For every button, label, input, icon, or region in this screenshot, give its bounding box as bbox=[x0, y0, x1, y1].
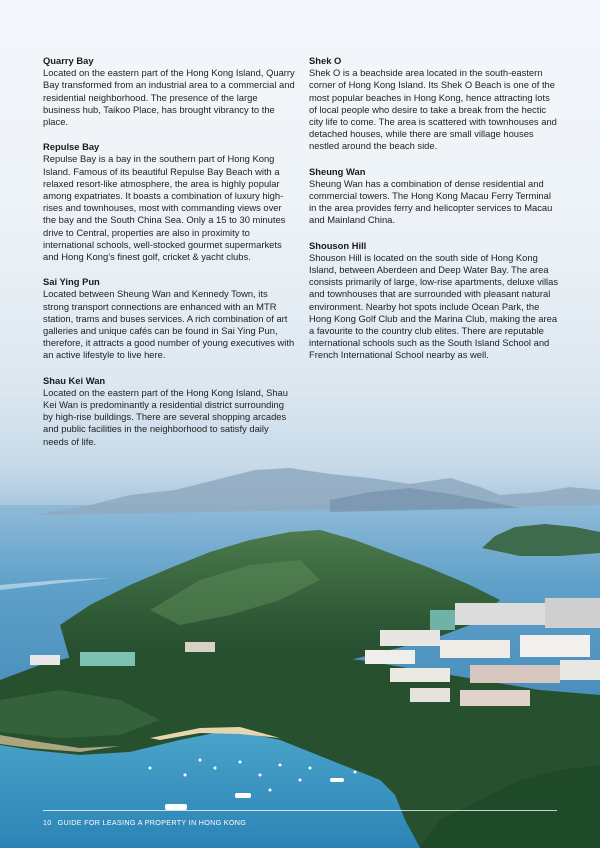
district-quarry-bay bbox=[43, 55, 295, 128]
district-description: Shek O is a beachside area located in the south-eastern corner of Hong Kong Island. Its Shek O Beach is one of the most popular beaches in Hong Kong, hence attracting lots of local people who desire to take a break from the hectic city life to come. The area is scattered with townhouses and detached houses, while there are small village houses nestled around the beach side. bbox=[309, 67, 557, 152]
district-title: Shek O bbox=[309, 55, 342, 66]
district-description: Located on the eastern part of the Hong Kong Island, Quarry Bay transformed from an industrial area to a commercial and residential neighborhood. The presence of the large business hub, Taikoo Place, has brought vibrancy to the place. bbox=[43, 67, 295, 128]
document-title: GUIDE FOR LEASING A PROPERTY IN HONG KONG bbox=[57, 818, 247, 827]
district-title: Sheung Wan bbox=[309, 165, 366, 177]
district-sai-ying-pun bbox=[43, 276, 295, 361]
district-description: Shouson Hill is located on the south side of Hong Kong Island, between Aberdeen and Deep Water Bay. The area consists primarily of large, low-rise apartments, deluxe villas and townhouses that are surrounded with pleasant natural environment. Nearby hot spots include Ocean Park, the Hong Kong Golf Club and the Marina Club, making the area a favourite to the country club elites. There are reputable international schools such as the South Island School and French International School nearby as well. bbox=[309, 251, 559, 361]
page-footer bbox=[43, 818, 246, 827]
district-title: Shouson Hill bbox=[309, 239, 367, 251]
district-sheung-wan bbox=[309, 166, 559, 227]
district-title: Quarry Bay bbox=[43, 55, 94, 66]
district-description: Repulse Bay is a bay in the southern part of Hong Kong Island. Famous of its beautiful Repulse Bay Beach with a relaxed resort-like atmosphere, the area is highly popular among expatriates. It boasts a combination of luxury high-rises and townhouses, most with commanding views over the bay and the South China Sea. Only a 15 to 30 minutes drive to Central, properties are also in proximity to international schools, well-stocked gourmet supermarkets and Hong Kong’s finest golf, cricket & yacht clubs. bbox=[43, 153, 286, 263]
district-shek-o bbox=[309, 55, 559, 153]
district-title: Repulse Bay bbox=[43, 141, 100, 153]
district-title: Sai Ying Pun bbox=[43, 276, 100, 288]
footer-divider bbox=[43, 810, 557, 811]
left-column bbox=[43, 55, 295, 461]
district-title: Shau Kei Wan bbox=[43, 374, 106, 386]
district-description: Located on the eastern part of the Hong Kong Island, Shau Kei Wan is predominantly a residential district surrounding by high-rise buildings. There are several shopping arcades and public facilities in the neighborhood to satisfy daily needs of life. bbox=[43, 386, 288, 447]
district-description: Sheung Wan has a combination of dense residential and commercial towers. The Hong Kong Macau Ferry Terminal in the area provides ferry and helicopter services to Macau and Mainland China. bbox=[309, 177, 553, 226]
district-repulse-bay bbox=[43, 141, 295, 263]
district-description: Located between Sheung Wan and Kennedy Town, its strong transport connections are enhanced with an MTR station, trams and buses services. A rich combination of art galleries and unique cafés can be found in Sai Ying Pun, therefore, it attracts a good number of young executives with an active lifestyle to live here. bbox=[43, 288, 295, 361]
page-number: 10 bbox=[43, 818, 52, 827]
right-column bbox=[309, 55, 559, 375]
district-shouson-hill bbox=[309, 240, 559, 362]
district-shau-kei-wan bbox=[43, 375, 295, 448]
